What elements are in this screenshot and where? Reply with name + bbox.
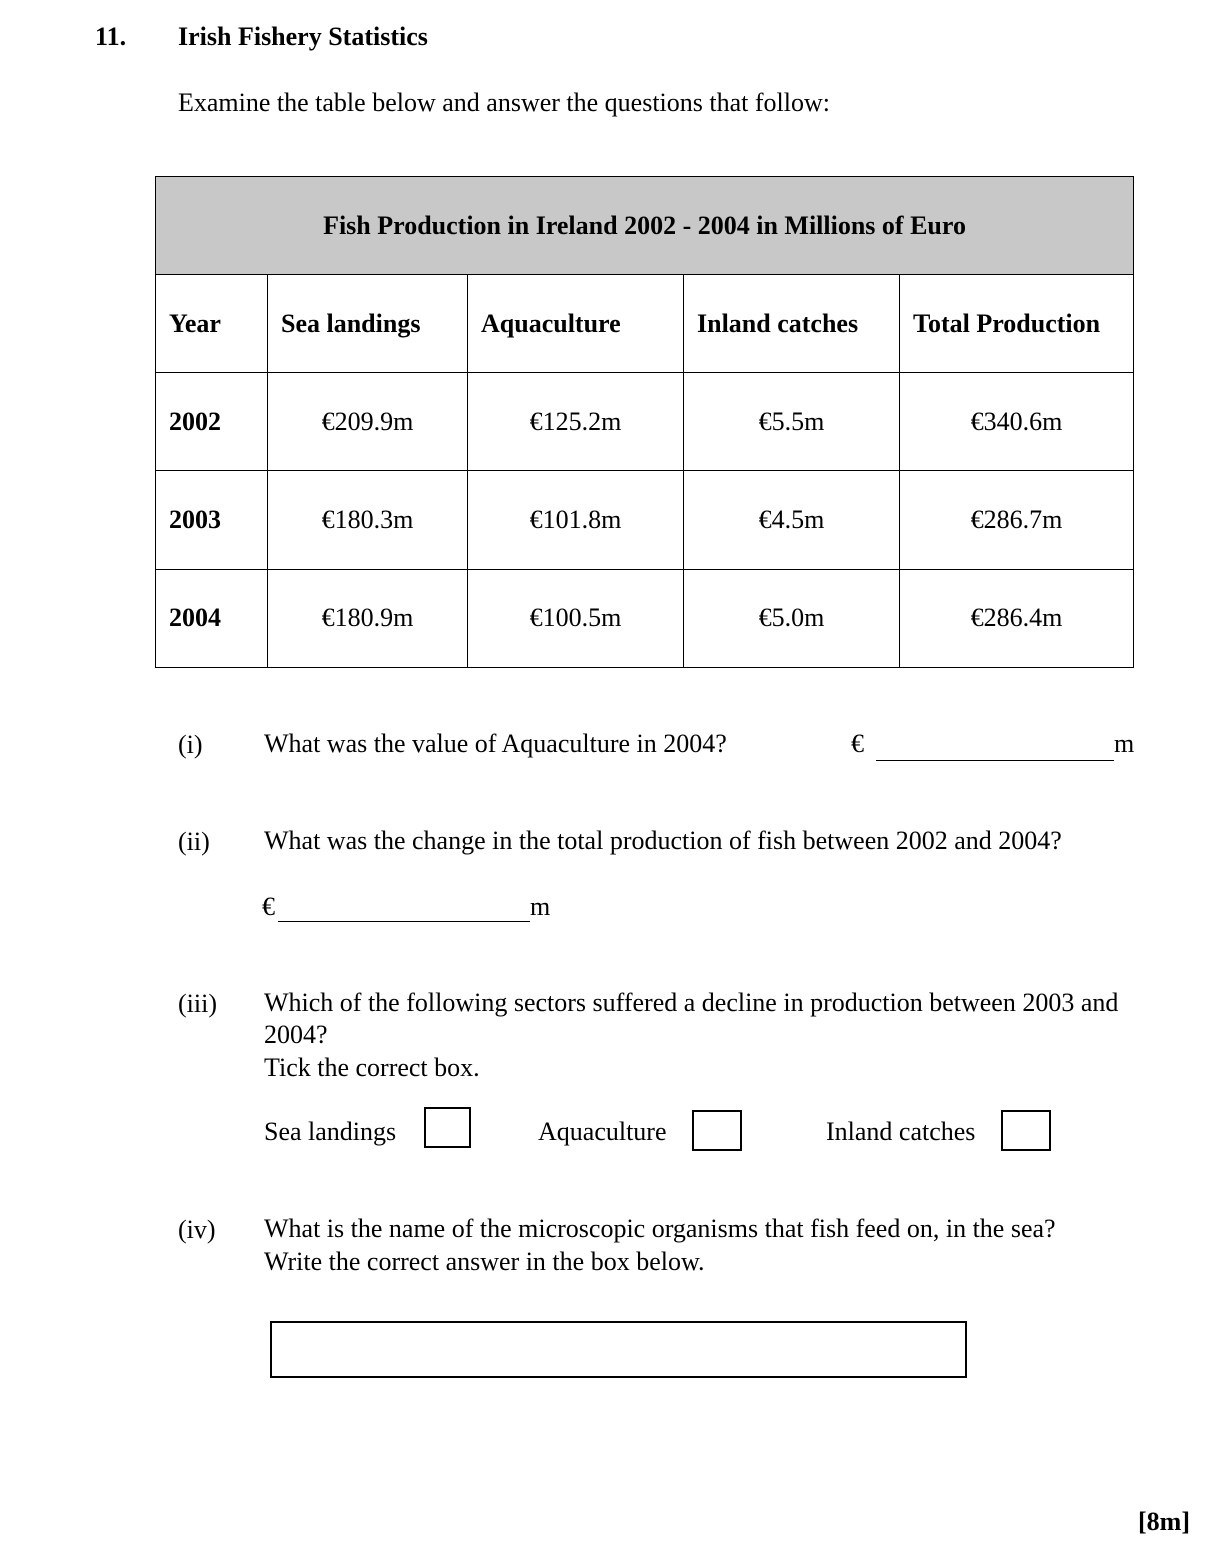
option-aquaculture-label: Aquaculture	[538, 1117, 667, 1146]
part-ii-unit: m	[530, 892, 551, 921]
sea-landings-cell: €209.9m	[268, 373, 468, 471]
fish-production-table	[155, 176, 1134, 668]
aquaculture-cell: €125.2m	[468, 373, 684, 471]
part-iv-question-line1: What is the name of the microscopic organisms that fish feed on, in the sea?	[264, 1214, 1056, 1243]
table-row	[156, 569, 1134, 667]
part-iii-question-line1: Which of the following sectors suffered a decline in production between 2003 and	[264, 988, 1119, 1017]
option-sea-landings-checkbox[interactable]	[424, 1107, 471, 1148]
table-row	[156, 471, 1134, 569]
part-ii-label: (ii)	[178, 827, 210, 856]
header-aquaculture: Aquaculture	[468, 275, 684, 373]
part-i-label: (i)	[178, 730, 203, 759]
year-cell: 2003	[156, 471, 268, 569]
part-ii-answer-line[interactable]	[278, 899, 530, 922]
year-cell: 2002	[156, 373, 268, 471]
inland-catches-cell: €4.5m	[684, 471, 900, 569]
part-ii-currency: €	[262, 892, 275, 921]
part-iv-answer-box[interactable]	[270, 1321, 967, 1378]
sea-landings-cell: €180.3m	[268, 471, 468, 569]
total-production-cell: €286.4m	[900, 569, 1134, 667]
table-header-row	[156, 275, 1134, 373]
part-i-unit: m	[1114, 729, 1135, 758]
part-iv-label: (iv)	[178, 1215, 216, 1244]
part-iii-instruction: Tick the correct box.	[264, 1053, 480, 1082]
question-number: 11.	[95, 22, 127, 51]
aquaculture-cell: €101.8m	[468, 471, 684, 569]
part-iii-question-line2: 2004?	[264, 1020, 328, 1049]
part-i-currency: €	[851, 729, 864, 758]
part-iii-label: (iii)	[178, 989, 217, 1018]
total-production-cell: €286.7m	[900, 471, 1134, 569]
header-total-production: Total Production	[900, 275, 1134, 373]
year-cell: 2004	[156, 569, 268, 667]
option-aquaculture-checkbox[interactable]	[692, 1110, 742, 1151]
table-title: Fish Production in Ireland 2002 - 2004 in Millions of Euro	[156, 177, 1134, 275]
option-sea-landings-label: Sea landings	[264, 1117, 397, 1146]
inland-catches-cell: €5.0m	[684, 569, 900, 667]
option-inland-catches-checkbox[interactable]	[1001, 1110, 1051, 1151]
part-i-answer-line[interactable]	[876, 738, 1114, 761]
instruction-text: Examine the table below and answer the questions that follow:	[178, 88, 830, 117]
aquaculture-cell: €100.5m	[468, 569, 684, 667]
part-i-question: What was the value of Aquaculture in 2004?	[264, 729, 727, 758]
part-ii-question: What was the change in the total production of fish between 2002 and 2004?	[264, 826, 1062, 855]
inland-catches-cell: €5.5m	[684, 373, 900, 471]
table-row	[156, 373, 1134, 471]
sea-landings-cell: €180.9m	[268, 569, 468, 667]
option-inland-catches-label: Inland catches	[826, 1117, 976, 1146]
total-production-cell: €340.6m	[900, 373, 1134, 471]
part-iv-question-line2: Write the correct answer in the box below.	[264, 1247, 705, 1276]
header-year: Year	[156, 275, 268, 373]
question-title: Irish Fishery Statistics	[178, 22, 428, 51]
header-inland-catches: Inland catches	[684, 275, 900, 373]
marks-label: [8m]	[1138, 1507, 1190, 1536]
header-sea-landings: Sea landings	[268, 275, 468, 373]
